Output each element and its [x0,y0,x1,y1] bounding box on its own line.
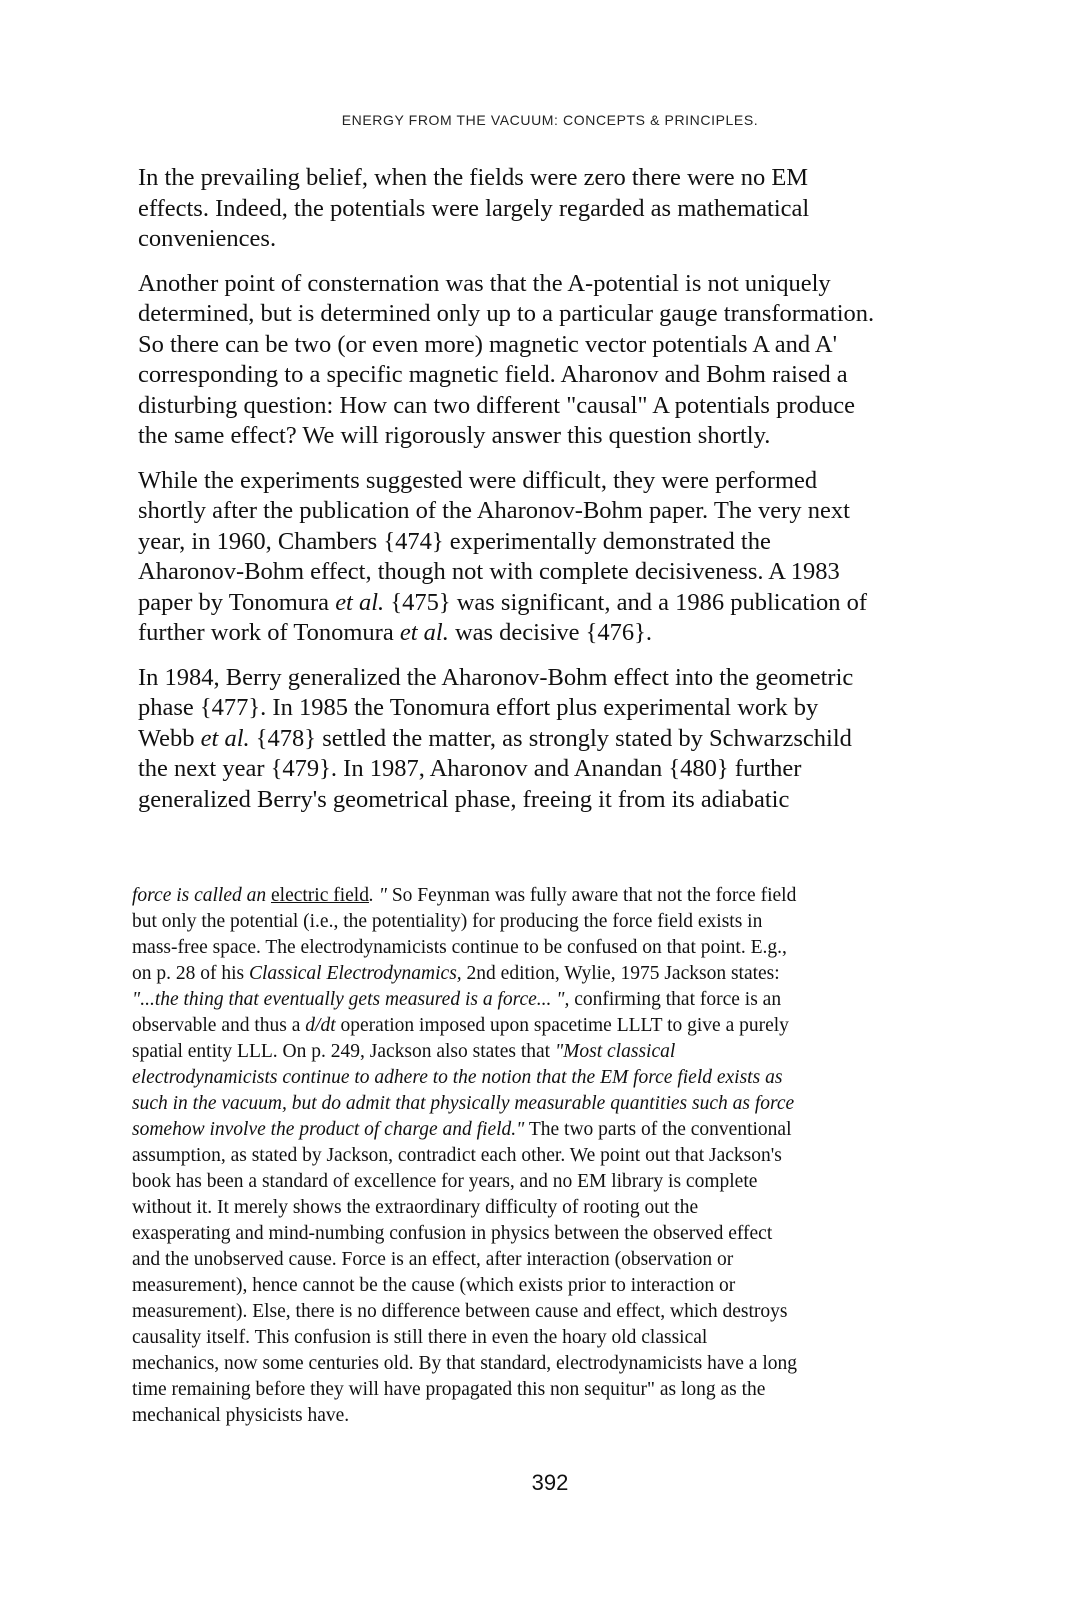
text-line: determined, but is determined only up to a particular gauge transformation. [138,300,875,327]
footnote-line: mechanics, now some centuries old. By that standard, electrodynamicists have a long [132,1353,797,1374]
text-line: paper by Tonomura et al. {475} was significant, and a 1986 publication of [138,588,867,616]
footnote-line: electrodynamicists continue to adhere to the notion that the EM force field exists as [132,1067,783,1088]
text-line: In 1984, Berry generalized the Aharonov-Bohm effect into the geometric [138,663,854,691]
footnote-line: somehow involve the product of charge and field." The two parts of the conventional [132,1119,792,1140]
footnote-line: observable and thus a d/dt operation imposed upon spacetime LLLT to give a purely [132,1015,789,1036]
footnote-line: such in the vacuum, but do admit that physically measurable quantities such as force [132,1093,795,1114]
footnote-line: on p. 28 of his Classical Electrodynamics, 2nd edition, Wylie, 1975 Jackson states: [132,963,780,984]
text-line: Webb et al. {478} settled the matter, as strongly stated by Schwarzschild [138,724,852,752]
footnote-line: mass-free space. The electrodynamicists continue to be confused on that point. E.g., [132,937,787,958]
text-line: So there can be two (or even more) magnetic vector potentials A and A' [138,330,838,358]
paragraph [138,466,978,649]
footnote-line: mechanical physicists have. [132,1405,350,1426]
footnote-line: without it. It merely shows the extraordinary difficulty of rooting out the [132,1197,699,1218]
text-line: conveniences. [138,225,277,252]
footnote-line: but only the potential (i.e., the potentiality) for producing the force field exists in [132,911,763,932]
footnote-line: causality itself. This confusion is still there in even the hoary old classical [132,1327,708,1348]
text-line: the next year {479}. In 1987, Aharonov and Anandan {480} further [138,755,802,782]
footnote-line: assumption, as stated by Jackson, contradict each other. We point out that Jackson's [132,1145,782,1166]
paragraph [138,663,978,816]
text-line: effects. Indeed, the potentials were largely regarded as mathematical [138,194,810,222]
text-line: disturbing question: How can two different "causal" A potentials produce [138,391,855,419]
footnote-line: "...the thing that eventually gets measured is a force... ", confirming that force is an [132,989,782,1010]
text-line: shortly after the publication of the Aharonov-Bohm paper. The very next [138,497,850,524]
footnote-line: time remaining before they will have propagated this non sequitur" as long as the [132,1379,766,1400]
footnote-line: force is called an electric field. " So Feynman was fully aware that not the force field [132,885,797,906]
footnote-line: spatial entity LLL. On p. 249, Jackson also states that "Most classical [132,1041,676,1062]
text-line: While the experiments suggested were difficult, they were performed [138,466,818,494]
text-line: further work of Tonomura et al. was decisive {476}. [138,619,652,646]
text-line: year, in 1960, Chambers {474} experimentally demonstrated the [138,527,771,555]
main-text [138,163,978,829]
footnote [132,883,982,1429]
paragraph [138,163,978,255]
page-number: 392 [531,1470,569,1495]
footnote-line: measurement), hence cannot be the cause (which exists prior to interaction or [132,1275,736,1296]
footnote-line: and the unobserved cause. Force is an effect, after interaction (observation or [132,1249,734,1270]
footnote-line: book has been a standard of excellence for years, and no EM library is complete [132,1171,758,1192]
text-line: Aharonov-Bohm effect, though not with complete decisiveness. A 1983 [138,558,840,585]
text-line: generalized Berry's geometrical phase, freeing it from its adiabatic [138,785,790,813]
text-line: Another point of consternation was that the A-potential is not uniquely [138,269,831,297]
running-header: ENERGY FROM THE VACUUM: CONCEPTS & PRINCIPLES. [341,112,759,128]
text-line: In the prevailing belief, when the fields were zero there were no EM [138,164,809,191]
footnote-line: measurement). Else, there is no difference between cause and effect, which destroys [132,1301,788,1322]
footnote-line: exasperating and mind-numbing confusion in physics between the observed effect [132,1223,773,1244]
text-line: the same effect? We will rigorously answer this question shortly. [138,422,771,449]
text-line: phase {477}. In 1985 the Tonomura effort plus experimental work by [138,694,819,721]
paragraph [138,269,978,452]
text-line: corresponding to a specific magnetic field. Aharonov and Bohm raised a [138,361,848,388]
